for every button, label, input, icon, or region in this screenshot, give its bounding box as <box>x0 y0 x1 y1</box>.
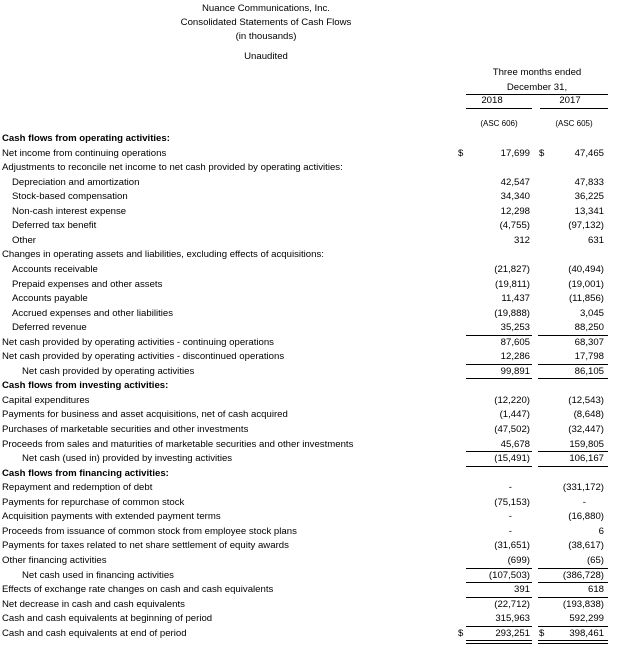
value-2017: 13,341 <box>574 205 604 217</box>
row-label: Purchases of marketable securities and other investments <box>2 424 249 435</box>
section-header-row <box>0 380 624 394</box>
value-2018: (21,827) <box>494 264 530 275</box>
company-name: Nuance Communications, Inc. <box>202 3 330 14</box>
row-label: Prepaid expenses and other assets <box>12 278 163 290</box>
currency-symbol: $ <box>539 147 545 159</box>
value-2017: 88,250 <box>574 322 604 334</box>
value-2018: 12,286 <box>500 351 530 363</box>
subtotal-underline <box>466 335 532 336</box>
row-label: Cash and cash equivalents at beginning of period <box>2 613 213 625</box>
value-2017: (11,856) <box>568 293 604 305</box>
value-2018: 87,605 <box>500 336 530 348</box>
row-label: Acquisition payments with extended payment terms <box>2 511 221 523</box>
row-label: Other <box>12 234 36 246</box>
table-row <box>0 526 624 540</box>
row-label: Cash flows from investing activities: <box>2 380 169 392</box>
value-2018: - <box>508 511 512 523</box>
value-2018: (699) <box>507 555 530 566</box>
row-label: Non-cash interest expense <box>12 205 127 217</box>
row-label: Cash and cash equivalents at end of period <box>2 627 187 639</box>
row-label: Other financing activities <box>2 555 107 566</box>
subtotal-underline <box>466 364 532 365</box>
subtotal-underline <box>538 378 608 379</box>
value-2018: 312 <box>513 234 530 246</box>
year-2018-header: 2018 <box>481 95 503 106</box>
value-2017: 631 <box>587 234 604 246</box>
value-2018: (4,755) <box>499 220 530 232</box>
currency-symbol: $ <box>539 627 545 639</box>
row-label: Payments for taxes related to net share settlement of equity awards <box>2 540 289 552</box>
row-label: Payments for business and asset acquisitions, net of cash acquired <box>2 409 288 421</box>
value-2018: 391 <box>513 584 530 595</box>
subtotal-underline <box>538 626 608 627</box>
year-2017-underline <box>540 108 608 109</box>
table-row <box>0 409 624 423</box>
table-row <box>0 235 624 249</box>
value-2018: 99,891 <box>500 365 530 377</box>
basis-2018: (ASC 606) <box>480 119 518 128</box>
subtotal-underline <box>538 364 608 365</box>
table-row <box>0 599 624 613</box>
year-2017-header: 2017 <box>559 95 581 106</box>
total-double-underline <box>538 640 608 644</box>
value-2018: (107,503) <box>488 569 530 581</box>
value-2018: 34,340 <box>500 191 530 203</box>
period-date: December 31, <box>506 82 568 93</box>
subtotal-underline <box>538 568 608 569</box>
value-2017: 592,299 <box>569 613 604 625</box>
value-2017: (386,728) <box>562 569 604 581</box>
row-label: Cash flows from financing activities: <box>2 467 169 479</box>
row-label: Deferred revenue <box>12 322 87 334</box>
subtotal-underline <box>538 582 608 583</box>
value-2017: (32,447) <box>568 424 604 435</box>
row-label: Payments for repurchase of common stock <box>2 496 185 508</box>
row-label: Effects of exchange rate changes on cash and cash equivalents <box>2 584 274 595</box>
value-2017: 17,798 <box>574 351 604 363</box>
row-label: Adjustments to reconcile net income to net cash provided by operating activities: <box>2 162 343 174</box>
table-row <box>0 540 624 554</box>
section-header-row <box>0 468 624 482</box>
value-2017: - <box>582 496 586 508</box>
value-2018: (1,447) <box>499 409 530 421</box>
value-2018: 45,678 <box>500 438 530 450</box>
value-2018: 35,253 <box>500 322 530 334</box>
value-2018: 17,699 <box>500 147 530 159</box>
subtotal-underline <box>466 568 532 569</box>
value-2018: (22,712) <box>494 598 530 610</box>
row-label: Proceeds from issuance of common stock from employee stock plans <box>2 525 297 537</box>
audit-status: Unaudited <box>244 51 288 62</box>
table-row <box>0 395 624 409</box>
value-2017: (8,648) <box>573 409 604 421</box>
value-2018: (47,502) <box>494 424 530 435</box>
row-label: Net cash used in financing activities <box>22 569 174 581</box>
row-label: Net cash provided by operating activities - continuing operations <box>2 336 274 348</box>
value-2017: 106,167 <box>569 453 604 465</box>
row-label: Capital expenditures <box>2 394 90 406</box>
table-row <box>0 191 624 205</box>
value-2017: 3,045 <box>579 307 604 319</box>
value-2017: 159,805 <box>569 438 604 450</box>
value-2018: 315,963 <box>495 613 530 625</box>
value-2018: (19,811) <box>494 278 530 290</box>
value-2017: (97,132) <box>568 220 604 232</box>
row-label: Deferred tax benefit <box>12 220 97 232</box>
table-row <box>0 511 624 525</box>
value-2018: (12,220) <box>494 394 530 406</box>
value-2018: (75,153) <box>494 496 530 508</box>
value-2017: 618 <box>587 584 604 595</box>
row-label: Accounts payable <box>12 293 88 305</box>
row-label: Accounts receivable <box>12 264 98 275</box>
year-2018-underline <box>466 108 532 109</box>
total-double-underline <box>466 640 532 644</box>
subtotal-underline <box>466 582 532 583</box>
value-2017: 6 <box>598 525 604 537</box>
table-row <box>0 162 624 176</box>
value-2017: 36,225 <box>574 191 604 203</box>
units-note: (in thousands) <box>235 31 297 42</box>
value-2018: 293,251 <box>495 627 530 639</box>
row-label: Net cash provided by operating activities <box>22 365 195 377</box>
value-2018: 42,547 <box>500 176 530 188</box>
section-header-row <box>0 133 624 147</box>
value-2017: (331,172) <box>562 482 604 494</box>
value-2018: (15,491) <box>494 453 530 465</box>
subtotal-underline <box>538 466 608 467</box>
table-row <box>0 220 624 234</box>
value-2017: (40,494) <box>568 264 604 275</box>
value-2017: (193,838) <box>562 598 604 610</box>
table-row <box>0 293 624 307</box>
row-label: Net cash provided by operating activities - discontinued operations <box>2 351 285 363</box>
row-label: Proceeds from sales and maturities of marketable securities and other investments <box>2 438 354 450</box>
value-2017: (65) <box>586 555 604 566</box>
subtotal-underline <box>466 451 532 452</box>
value-2018: (19,888) <box>494 307 530 319</box>
subtotal-underline <box>538 451 608 452</box>
value-2017: (16,880) <box>568 511 604 523</box>
value-2018: 11,437 <box>501 293 530 305</box>
value-2017: (38,617) <box>568 540 604 552</box>
value-2017: 68,307 <box>574 336 604 348</box>
row-label: Stock-based compensation <box>12 191 128 203</box>
table-row <box>0 148 624 162</box>
value-2018: - <box>508 525 512 537</box>
row-label: Net cash (used in) provided by investing activities <box>22 453 233 465</box>
row-label: Cash flows from operating activities: <box>2 133 170 144</box>
subtotal-underline <box>466 378 532 379</box>
subtotal-underline <box>538 335 608 336</box>
row-label: Accrued expenses and other liabilities <box>12 307 174 319</box>
table-row <box>0 177 624 191</box>
row-label: Changes in operating assets and liabilities, excluding effects of acquisitions: <box>2 249 324 261</box>
subtotal-underline <box>538 597 608 598</box>
row-label: Net income from continuing operations <box>2 147 167 159</box>
statement-title: Consolidated Statements of Cash Flows <box>180 17 352 28</box>
value-2017: 398,461 <box>569 627 604 639</box>
value-2017: 86,105 <box>574 365 604 377</box>
value-2018: - <box>508 482 512 494</box>
table-row <box>0 249 624 263</box>
table-row <box>0 308 624 322</box>
currency-symbol: $ <box>458 627 464 639</box>
value-2017: 47,465 <box>574 147 604 159</box>
subtotal-underline <box>466 626 532 627</box>
table-row <box>0 206 624 220</box>
value-2018: (31,651) <box>494 540 530 552</box>
table-row <box>0 337 624 351</box>
table-row <box>0 264 624 278</box>
value-2017: (19,001) <box>568 278 604 290</box>
subtotal-underline <box>466 466 532 467</box>
table-row <box>0 497 624 511</box>
table-row <box>0 279 624 293</box>
value-2018: 12,298 <box>500 205 530 217</box>
currency-symbol: $ <box>458 147 464 159</box>
basis-2017: (ASC 605) <box>555 119 593 128</box>
period-heading: Three months ended <box>492 67 582 78</box>
value-2017: (12,543) <box>568 394 604 406</box>
table-row <box>0 482 624 496</box>
row-label: Depreciation and amortization <box>12 176 140 188</box>
subtotal-underline <box>466 597 532 598</box>
row-label: Net decrease in cash and cash equivalents <box>2 598 185 610</box>
value-2017: 47,833 <box>574 176 604 188</box>
table-row <box>0 424 624 438</box>
row-label: Repayment and redemption of debt <box>2 482 153 494</box>
